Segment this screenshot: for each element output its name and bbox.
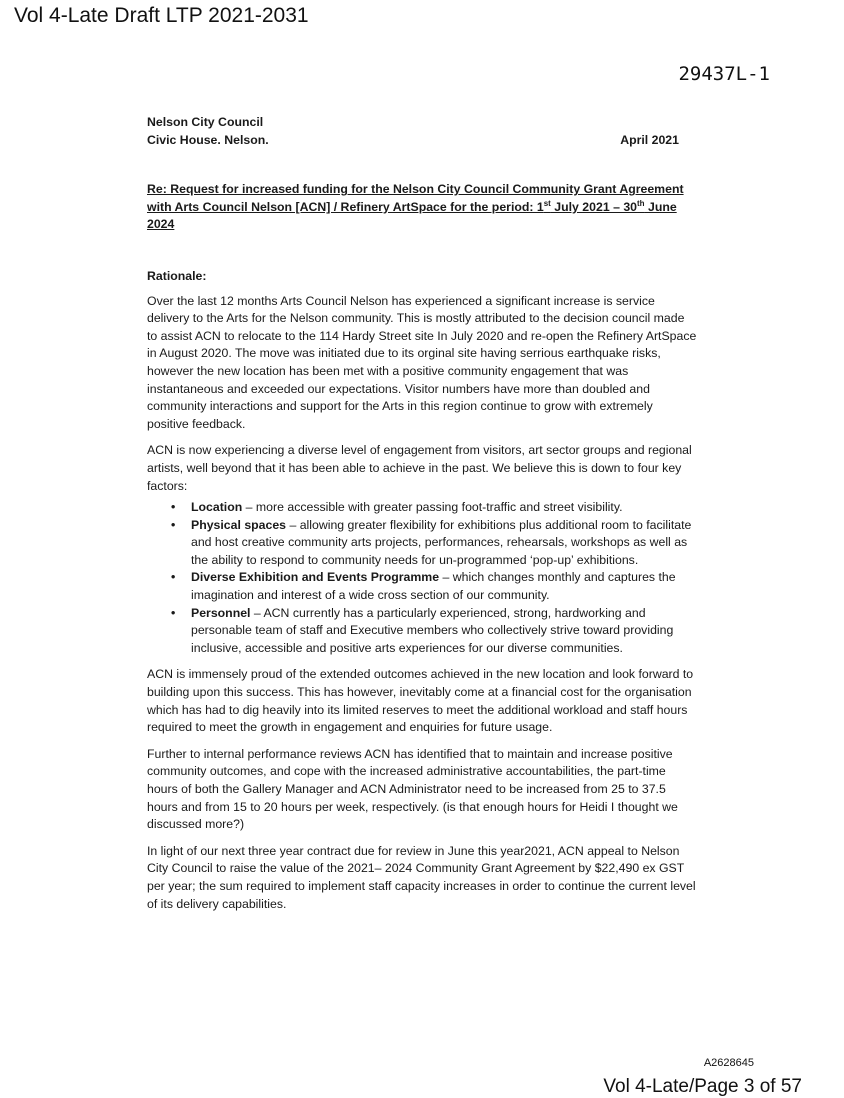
list-item-text: – which changes monthly and captures the imagination and interest of a wide cross section of our community. <box>191 570 676 603</box>
list-item <box>191 499 697 517</box>
rationale-heading: Rationale: <box>147 268 207 283</box>
recipient-org: Nelson City Council <box>147 115 264 129</box>
paragraph-5: In light of our next three year contract due for review in June this year2021, ACN appeal to Nelson City Council to raise the value of the 2021– 2024 Community Grant Agreement by $22,490 ex GST per year; the sum required to implement staff capacity increases in order to continue the current level of its delivery capabilities. <box>147 843 696 911</box>
list-item-text: – ACN currently has a particularly experienced, strong, hardworking and personable team of staff and Executive members who collectively strive toward providing inclusive, accessible and positive arts experiences for our diverse communities. <box>191 605 674 655</box>
letter-date: April 2021 <box>620 132 679 147</box>
page-number: Vol 4-Late/Page 3 of 57 <box>603 1076 802 1097</box>
list-item-term: Physical spaces <box>191 517 287 532</box>
key-factors-list <box>147 499 697 657</box>
subject-line <box>147 181 687 234</box>
list-item <box>191 517 697 570</box>
paragraph-2: ACN is now experiencing a diverse level of engagement from visitors, art sector groups and regional artists, well beyond that it has been able to achieve in the past. We believe this is down to four key factors: <box>147 443 692 493</box>
paragraph-4: Further to internal performance reviews ACN has identified that to maintain and increase positive community outcomes, and cope with the increased administrative accountabilities, the part-time hours of both the Gallery Manager and ACN Administrator need to be increased from 25 to 37.5 hours and from 15 to 20 hours per week, respectively. (is that enough hours for Heidi I thought we discussed more?) <box>147 746 678 832</box>
subject-text-2: July 2021 – 30 <box>550 199 638 214</box>
list-item-term: Diverse Exhibition and Events Programme <box>191 570 440 585</box>
document-volume-title: Vol 4-Late Draft LTP 2021-2031 <box>14 4 309 27</box>
list-item-term: Location <box>191 500 243 515</box>
subject-text-3: June 2024 <box>147 199 677 232</box>
recipient-address <box>147 114 697 149</box>
letter-body <box>147 114 697 913</box>
paragraph-1: Over the last 12 months Arts Council Nelson has experienced a significant increase is service delivery to the Arts for the Nelson community. This is mostly attributed to the decision council made to assist ACN to relocate to the 114 Hardy Street site In July 2020 and re-open the Refinery ArtSpace in August 2020. The move was initiated due to its orginal site having serrious earthquake risks, however the new location has been met with a positive community engagement that was instantaneous and exceeded our expectations. Visitor numbers have more than doubled and community interactions and support for the Arts in this region continue to grow with extremely positive feedback. <box>147 293 697 431</box>
subject-sup-1: st <box>543 198 551 208</box>
list-item-text: – allowing greater flexibility for exhibitions plus additional room to facilitate and host creative community arts projects, performances, rehearsals, workshops as well as the ability to respond to community needs for un-programmed ‘pop-up’ exhibitions. <box>191 517 692 567</box>
recipient-location: Civic House. Nelson. <box>147 132 269 147</box>
reference-number: 29437L-1 <box>678 63 770 85</box>
document-id: A2628645 <box>703 1057 754 1069</box>
list-item-term: Personnel <box>191 605 251 620</box>
subject-text-1: Re: Request for increased funding for the Nelson City Council Community Grant Agreement with Arts Council Nelson [ACN] / Refinery ArtSpace for the period: 1 <box>147 182 684 214</box>
list-item <box>191 569 697 604</box>
list-item <box>191 605 697 658</box>
paragraph-3: ACN is immensely proud of the extended outcomes achieved in the new location and look forward to building upon this success. This has however, inevitably come at a financial cost for the organisation which has had to dig heavily into its limited reserves to meet the additional workload and staff hours required to meet the growth in engagement and enquiries for future usage. <box>147 667 694 735</box>
subject-sup-2: th <box>637 198 645 208</box>
list-item-text: – more accessible with greater passing foot-traffic and street visibility. <box>242 500 623 515</box>
